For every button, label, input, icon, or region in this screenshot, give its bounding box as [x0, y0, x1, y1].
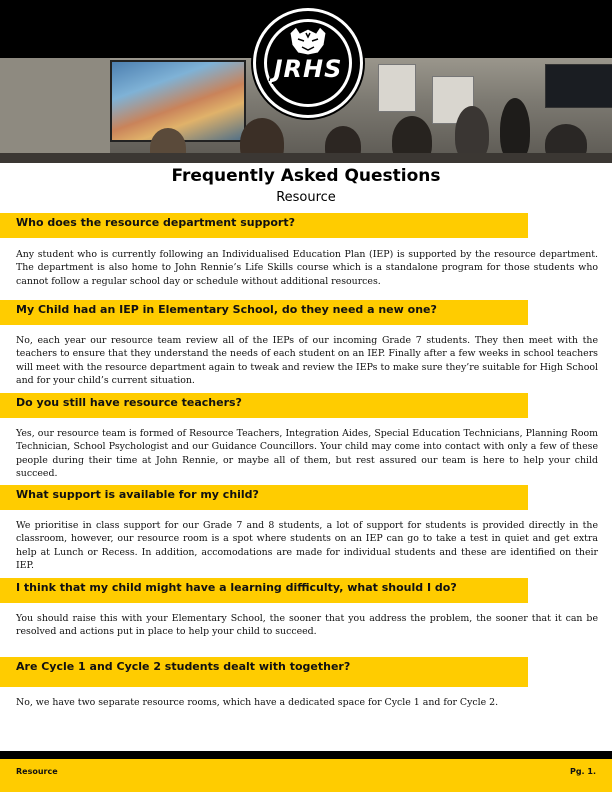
page-title: Frequently Asked Questions: [171, 166, 441, 186]
faq-question: My Child had an IEP in Elementary School, do they need a new one?: [0, 300, 528, 325]
faq-answer: No, we have two separate resource rooms, which have a dedicated space for Cycle 1 and for Cycle 2.: [16, 697, 499, 708]
faq-question: What support is available for my child?: [0, 485, 528, 510]
page-subtitle: Resource: [276, 190, 336, 205]
display-screen: [110, 60, 246, 142]
faq-question: Do you still have resource teachers?: [0, 393, 528, 418]
page-footer: [0, 759, 612, 792]
page-number: Pg. 1.: [569, 767, 596, 776]
faq-answer: Yes, our resource team is formed of Resource Teachers, Integration Aides, Special Education Technicians, Planning Room Technician, School Psychologist and our Guidance Councillors. Your child may come into contact with only a few of these people during their time at John Rennie, or maybe all of them, but rest assured our team is here to help your child succeed.: [16, 428, 598, 480]
faq-answer: You should raise this with your Elementary School, the sooner that you address the problem, the sooner that it can be resolved and actions put in place to help your child to succeed.: [16, 613, 598, 638]
logo-text: JRHS: [273, 55, 343, 83]
footer-section-label: Resource: [16, 767, 58, 776]
faq-answer: No, each year our resource team review all of the IEPs of our incoming Grade 7 students. They then meet with the teachers to ensure that they understand the needs of each student on an IEP. Finally after a few weeks in school teachers will meet with the resource department again to tweak and review the IEPs to make sure they’re suitable for High School and for your child’s current situation.: [16, 335, 598, 387]
school-logo: [253, 8, 363, 118]
faq-question: Are Cycle 1 and Cycle 2 students dealt with together?: [0, 657, 528, 687]
faq-answer: We prioritise in class support for our Grade 7 and 8 students, a lot of support for students is provided directly in the classroom, however, our resource room is a spot where students on an IEP can go to take a test in quiet and get extra help at Lunch or Recess. In addition, accomodations are made for individual students and these are identified on their IEP.: [16, 520, 598, 572]
tiger-icon: [286, 25, 330, 55]
faq-question: Who does the resource department support?: [0, 213, 528, 238]
faq-answer: Any student who is currently following an Individualised Education Plan (IEP) is supported by the resource department. The department is also home to John Rennie’s Life Skills course which is a standalone program for those students who cannot follow a regular school day or schedule without additional resources.: [16, 249, 598, 287]
footer-divider: [0, 751, 612, 759]
faq-question: I think that my child might have a learning difficulty, what should I do?: [0, 578, 528, 603]
